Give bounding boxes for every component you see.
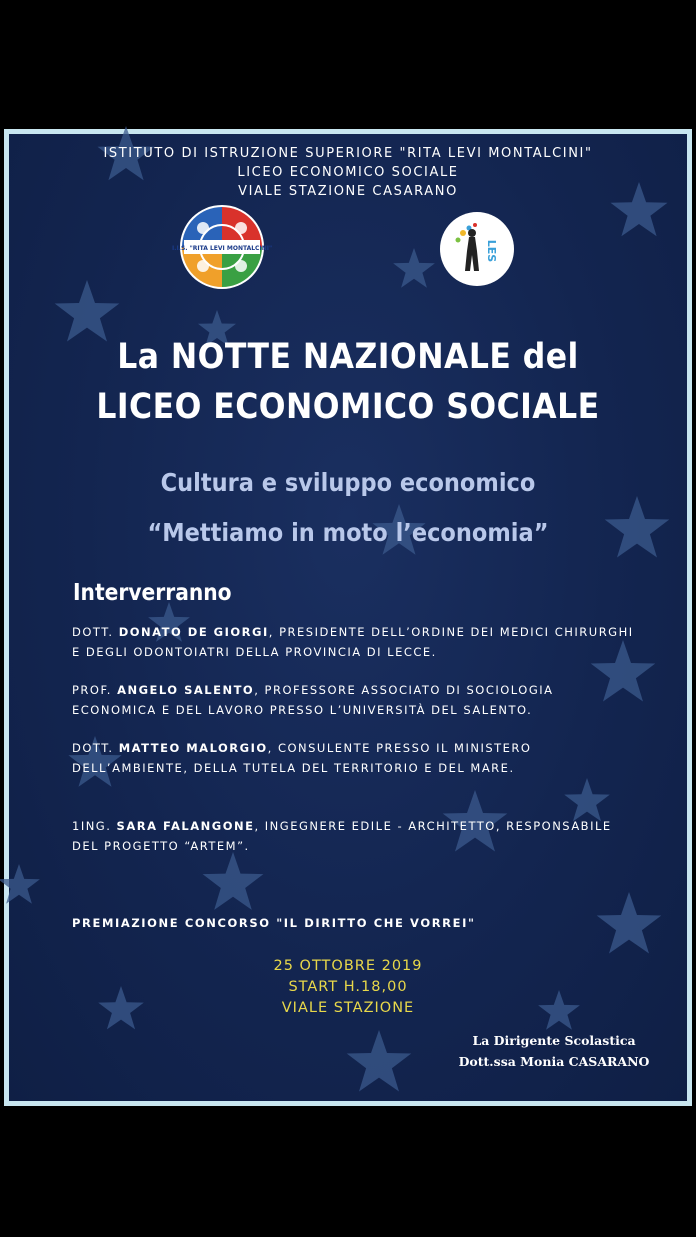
event-place: VIALE STAZIONE: [281, 1000, 415, 1016]
speaker-2: [72, 680, 672, 720]
les-logo-icon: [439, 211, 515, 287]
speakers-heading: Interverranno: [73, 580, 232, 606]
speaker-2-role-cont: ECONOMICA E DEL LAVORO PRESSO L’UNIVERSITÀ DEL SALENTO.: [72, 703, 533, 717]
title-line-1: La NOTTE NAZIONALE del: [117, 337, 579, 377]
speaker-3-prefix: DOTT.: [72, 741, 119, 755]
event-date: 25 OTTOBRE 2019: [273, 958, 423, 974]
star-icon: [564, 778, 610, 821]
speaker-4-prefix: 1ING.: [72, 819, 117, 833]
star-icon: [203, 852, 264, 910]
speaker-2-prefix: PROF.: [72, 683, 118, 697]
speaker-2-name: ANGELO SALENTO: [117, 683, 255, 697]
star-icon: [597, 892, 662, 954]
svg-text:I.I.S. "RITA LEVI MONTALCINI": I.I.S. "RITA LEVI MONTALCINI": [171, 245, 273, 252]
svg-text:LES: LES: [485, 239, 498, 263]
award-announcement: PREMIAZIONE CONCORSO "IL DIRITTO CHE VORREI": [72, 916, 476, 930]
speaker-1-prefix: DOTT.: [72, 625, 119, 639]
star-icon: [393, 248, 435, 288]
star-icon: [347, 1030, 412, 1092]
speaker-1-role-cont: E DEGLI ODONTOIATRI DELLA PROVINCIA DI LECCE.: [72, 645, 437, 659]
speaker-4-role: , INGEGNERE EDILE - ARCHITETTO, RESPONSABILE: [254, 819, 612, 833]
poster: [9, 134, 687, 1101]
speaker-4-name: SARA FALANGONE: [116, 819, 255, 833]
subtitle-line-1: Cultura e sviluppo economico: [160, 468, 536, 497]
speaker-3: [72, 738, 672, 778]
speaker-4-role-cont: DEL PROGETTO “ARTEM”.: [72, 839, 250, 853]
signature-name: Dott.ssa Monia CASARANO: [458, 1054, 650, 1069]
school-name: ISTITUTO DI ISTRUZIONE SUPERIORE "RITA LEVI MONTALCINI": [103, 146, 593, 161]
school-logo-icon: [171, 204, 273, 290]
speaker-1: [72, 622, 672, 662]
speaker-3-role-cont: DELL’AMBIENTE, DELLA TUTELA DEL TERRITORIO E DEL MARE.: [72, 761, 515, 775]
subtitle-line-2: “Mettiamo in moto l’economia”: [147, 518, 549, 547]
school-address: VIALE STAZIONE CASARANO: [238, 184, 458, 199]
title-line-2: LICEO ECONOMICO SOCIALE: [96, 387, 600, 427]
speaker-3-name: MATTEO MALORGIO: [118, 741, 268, 755]
signature-role: La Dirigente Scolastica: [472, 1033, 636, 1048]
school-type: LICEO ECONOMICO SOCIALE: [237, 165, 459, 180]
speaker-3-role: , CONSULENTE PRESSO IL MINISTERO: [267, 741, 532, 755]
speaker-1-name: DONATO DE GIORGI: [118, 625, 269, 639]
speaker-4: [72, 816, 672, 856]
speaker-2-role: , PROFESSORE ASSOCIATO DI SOCIOLOGIA: [254, 683, 554, 697]
speaker-1-role: , PRESIDENTE DELL’ORDINE DEI MEDICI CHIRURGHI: [268, 625, 634, 639]
event-time: START H.18,00: [288, 979, 408, 995]
